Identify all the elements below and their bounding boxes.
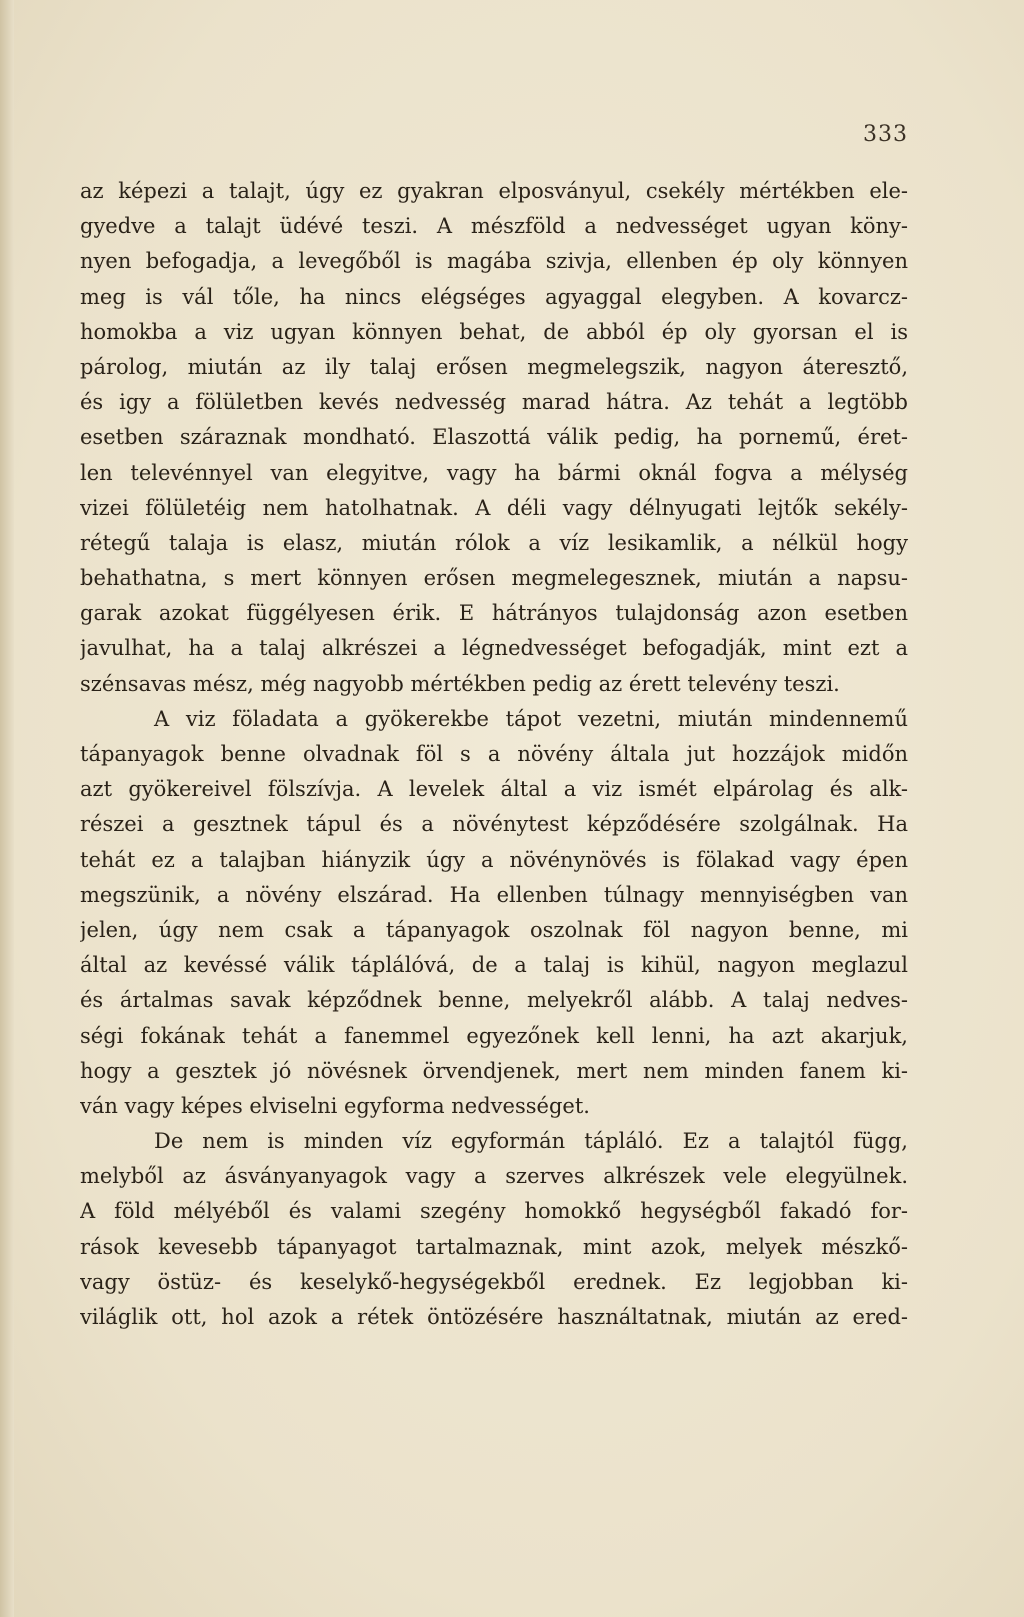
text-line: A föld mélyéből és valami szegény homokkő hegységből fakadó for- xyxy=(80,1199,908,1224)
text-line: De nem is minden víz egyformán tápláló. Ez a talajtól függ, xyxy=(154,1129,908,1154)
text-line: melyből az ásványanyagok vagy a szerves alkrészek vele elegyülnek. xyxy=(80,1164,908,1189)
text-line: tápanyagok benne olvadnak föl s a növény általa jut hozzájok midőn xyxy=(80,742,908,766)
text-line: megszünik, a növény elszárad. Ha ellenben túlnagy mennyiségben van xyxy=(80,882,908,907)
text-line: és igy a fölületben kevés nedvesség marad hátra. Az tehát a legtöbb xyxy=(80,390,908,415)
text-line: meg is vál tőle, ha nincs elégséges agyaggal elegyben. A kovarcz- xyxy=(80,284,908,309)
text-line: részei a gesztnek tápul és a növénytest képződésére szolgálnak. Ha xyxy=(80,812,908,837)
text-line: azt gyökereivel fölszívja. A levelek által a viz ismét elpárolag és alk- xyxy=(80,777,908,802)
text-line: jelen, úgy nem csak a tápanyagok oszolnak föl nagyon benne, mi xyxy=(80,917,908,942)
text-line: által az kevéssé válik táplálóvá, de a talaj is kihül, nagyon meglazul xyxy=(80,953,908,978)
text-line: homokba a viz ugyan könnyen behat, de abból ép oly gyorsan el is xyxy=(80,319,908,344)
text-line: és ártalmas savak képződnek benne, melyekről alább. A talaj nedves- xyxy=(80,988,908,1013)
text-line: szénsavas mész, még nagyobb mértékben pedig az érett televény teszi. xyxy=(80,671,840,696)
text-line: ván vagy képes elviselni egyforma nedvességet. xyxy=(80,1093,590,1118)
text-line: ségi fokának tehát a fanemmel egyezőnek kell lenni, ha azt akarjuk, xyxy=(80,1023,908,1048)
text-line: vagy östüz- és keselykő-hegységekből erednek. Ez legjobban ki- xyxy=(80,1269,908,1294)
text-line: világlik ott, hol azok a rétek öntözésére használtatnak, miután az ered- xyxy=(80,1305,908,1329)
text-line: garak azokat függélyesen érik. E hátrányos tulajdonság azon esetben xyxy=(80,601,908,626)
text-line: gyedve a talajt üdévé teszi. A mészföld a nedvességet ugyan köny- xyxy=(80,214,908,239)
page-spine-shadow xyxy=(0,0,14,1617)
text-line: esetben száraznak mondható. Elaszottá válik pedig, ha pornemű, éret- xyxy=(80,425,908,450)
body-text xyxy=(80,174,908,1335)
text-line: tehát ez a talajban hiányzik úgy a növénynövés is fölakad vagy épen xyxy=(80,847,908,872)
text-line: hogy a gesztek jó növésnek örvendjenek, mert nem minden fanem ki- xyxy=(80,1058,908,1083)
text-line: vizei fölületéig nem hatolhatnak. A déli vagy délnyugati lejtők sekély- xyxy=(80,495,908,520)
text-line: az képezi a talajt, úgy ez gyakran elposványul, csekély mértékben ele- xyxy=(80,179,908,203)
text-line: rások kevesebb tápanyagot tartalmaznak, mint azok, melyek mészkő- xyxy=(80,1234,908,1259)
text-line: javulhat, ha a talaj alkrészei a légnedvességet befogadják, mint ezt a xyxy=(80,636,908,661)
text-line: nyen befogadja, a levegőből is magába szivja, ellenben ép oly könnyen xyxy=(80,249,908,274)
page-number: 333 xyxy=(863,122,908,147)
text-line: A viz föladata a gyökerekbe tápot vezetni, miután mindennemű xyxy=(154,706,908,731)
text-line: párolog, miután az ily talaj erősen megmelegszik, nagyon áteresztő, xyxy=(80,354,908,379)
text-line: behathatna, s mert könnyen erősen megmelegesznek, miután a napsu- xyxy=(80,566,908,591)
text-line: len televénnyel van elegyitve, vagy ha bármi oknál fogva a mélység xyxy=(80,460,908,485)
text-line: rétegű talaja is elasz, miután rólok a víz lesikamlik, a nélkül hogy xyxy=(80,530,908,555)
